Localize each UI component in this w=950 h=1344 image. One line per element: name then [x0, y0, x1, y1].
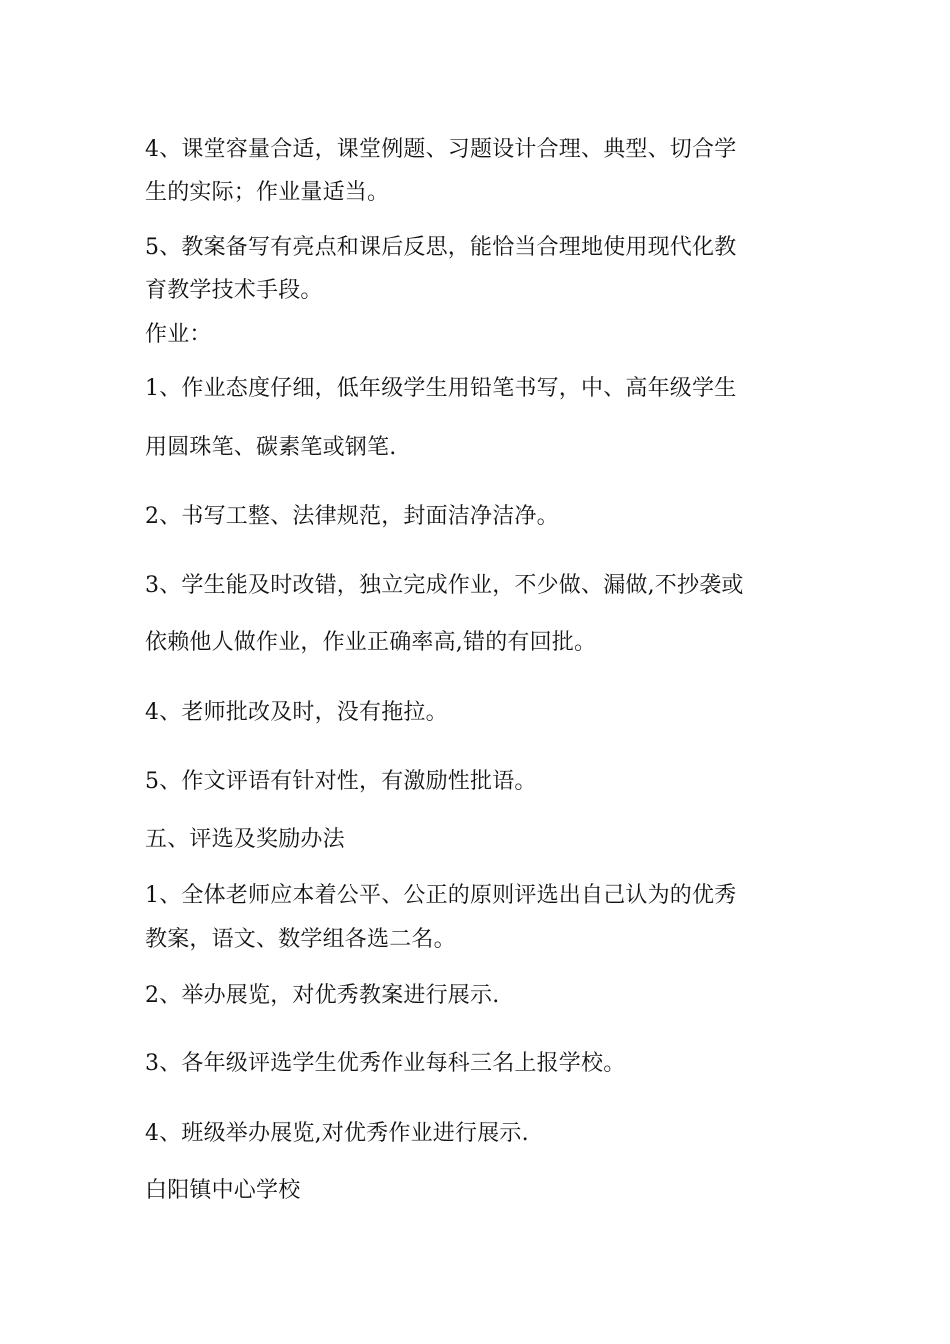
text-line: 生的实际；作业量适当。 [145, 180, 390, 205]
text-line: 2、书写工整、法律规范，封面洁净洁净。 [145, 504, 559, 529]
text-line: 育教学技术手段。 [145, 278, 323, 303]
text-line: 4、班级举办展览,对优秀作业进行展示. [145, 1121, 529, 1146]
text-line: 4、老师批改及时，没有拖拉。 [145, 700, 448, 725]
text-line: 3、学生能及时改错，独立完成作业，不少做、漏做,不抄袭或 [145, 573, 744, 598]
text-line: 1、作业态度仔细，低年级学生用铅笔书写，中、高年级学生 [145, 376, 737, 401]
signature-school-name: 白阳镇中心学校 [145, 1178, 301, 1203]
section-heading: 作业： [145, 322, 212, 347]
text-line: 5、作文评语有针对性，有激励性批语。 [145, 769, 537, 794]
text-line: 依赖他人做作业，作业正确率高,错的有回批。 [145, 630, 597, 655]
text-line: 用圆珠笔、碳素笔或钢笔. [145, 435, 397, 460]
text-line: 教案，语文、数学组各选二名。 [145, 927, 456, 952]
text-line: 4、课堂容量合适，课堂例题、习题设计合理、典型、切合学 [145, 137, 737, 162]
section-heading: 五、评选及奖励办法 [145, 827, 345, 852]
text-line: 1、全体老师应本着公平、公正的原则评选出自己认为的优秀 [145, 883, 737, 908]
text-line: 3、各年级评选学生优秀作业每科三名上报学校。 [145, 1051, 626, 1076]
text-line: 2、举办展览，对优秀教案进行展示. [145, 983, 500, 1008]
text-line: 5、教案备写有亮点和课后反思，能恰当合理地使用现代化教 [145, 235, 737, 260]
